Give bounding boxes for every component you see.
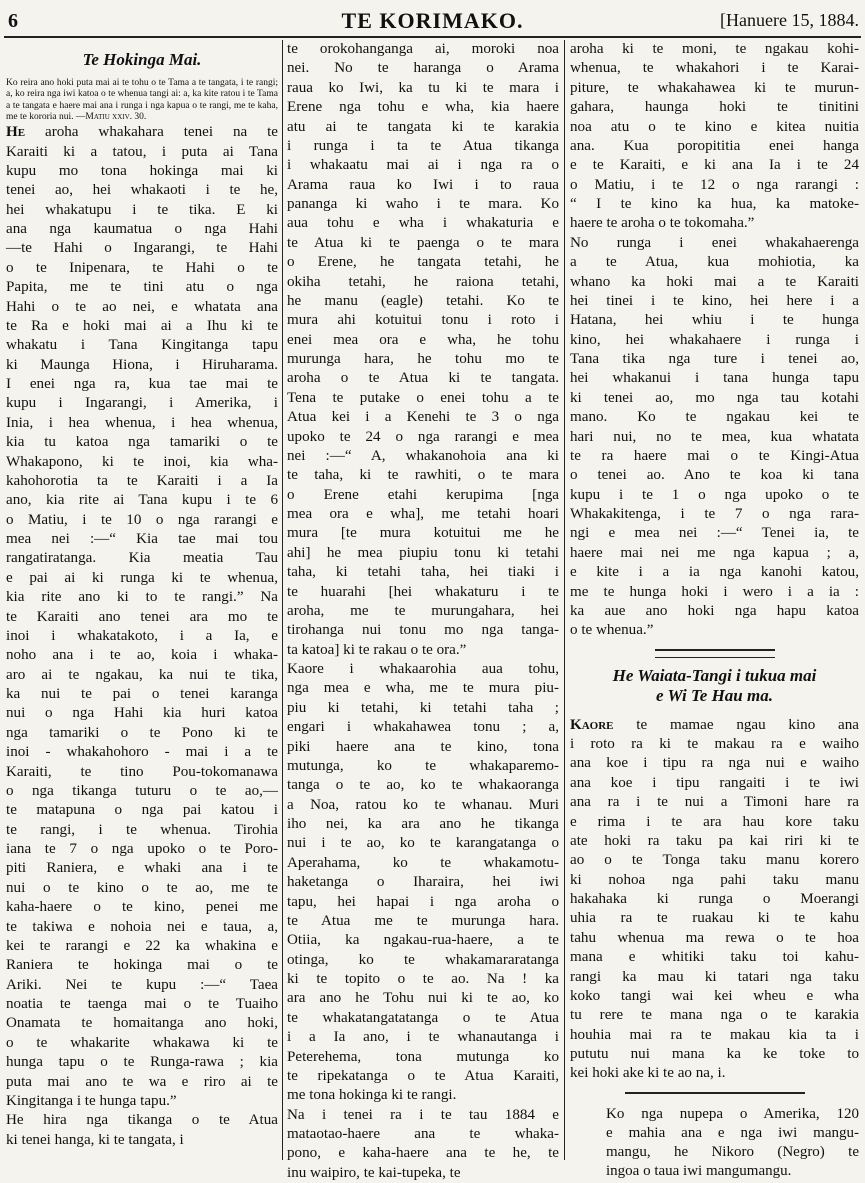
- first-line-text: aroha whakahara tenei na te: [25, 124, 278, 141]
- text-line: ara ano he Tohu nui ki te ao, ko: [287, 990, 559, 1007]
- text-line: Peterehema, tona mutunga ko: [287, 1048, 559, 1065]
- scripture-motto: [6, 78, 278, 123]
- text-line: noa atu o te kino e kitea nuitia: [570, 118, 859, 135]
- text-line: i a Ia ano, i te whanautanga i: [287, 1029, 559, 1046]
- text-line: mea nei :—“ Kia tae mai tou: [6, 531, 278, 548]
- text-line: Aperahama, ko te whakamotu-: [287, 854, 559, 871]
- text-line: nui o nga Hahi kia huri katoa: [6, 705, 278, 722]
- text-line: noho ana i te ao, koia i whaka-: [6, 647, 278, 664]
- text-line: i roto ra ki te makau ra e waiho: [570, 736, 859, 752]
- text-line: te matapuna o nga pai katou i: [6, 802, 278, 819]
- text-line: inoi - whakahohoro - mai i a te: [6, 744, 278, 761]
- text-line: kia tu katoa nga tamariki o te: [6, 434, 278, 451]
- text-line: te Karaiti ano tenei ara mo te: [6, 608, 278, 625]
- text-line: —te Hahi o Ingarangi, te Hahi: [6, 240, 278, 257]
- text-line: kaha-haere o te kino, penei me: [6, 899, 278, 916]
- article-body-end: [570, 40, 859, 641]
- text-line: Otiia, ka ngakau-rua-haere, a te: [287, 932, 559, 949]
- column-1: [6, 40, 278, 1150]
- text-line: whenua, te whakahori i te Karai-: [570, 60, 859, 77]
- text-line: ka aue ano hoki nga hapu katoa: [570, 602, 859, 619]
- text-line: mataotao-haere ana te whaka-: [287, 1126, 559, 1142]
- text-line: a Noa, ratou ko te whanau. Muri: [287, 796, 559, 813]
- text-line: mea ora e wha], me tetahi hoari: [287, 506, 559, 522]
- text-line: Tana tika nga ture i tenei ao,: [570, 351, 859, 367]
- text-line: te Atua ki te paenga o te mara: [287, 234, 559, 251]
- text-line: haere te aroha o te tokomaha.”: [570, 215, 755, 232]
- text-line: piture, te whakahawea ki te murun-: [570, 79, 859, 96]
- text-line: ano, kia rite ai Tana kupu i te 6: [6, 492, 278, 509]
- text-line: kupu i te 1 o nga upoko o te: [570, 486, 859, 503]
- text-line: e te Karaiti, e ki ana Ia i te 24: [570, 157, 859, 174]
- text-line: okiha tetahi, he raiona tetahi,: [287, 273, 559, 290]
- text-line: He hira nga tikanga o te Atua: [6, 1112, 278, 1129]
- text-line: aro ai te ngakau, ka nui te tika,: [6, 666, 278, 683]
- text-line: i whakaatu mai ai i nga ra o: [287, 157, 559, 174]
- section-separator: [655, 649, 775, 658]
- poem-dropcap: Kaore: [570, 716, 614, 733]
- text-line: Ko nga nupepa o Amerika, 120: [606, 1105, 859, 1122]
- text-line: Hatana, hei whiu i te hunga: [570, 312, 859, 329]
- text-line: nei :—“ A, whakanohoia ana ki: [287, 447, 559, 464]
- text-line: engari i whakahawea tonu ; a,: [287, 719, 559, 736]
- text-line: ana. Kua poropititia enei hanga: [570, 137, 859, 154]
- text-line: piu ki tetahi, ki tetahi taha ;: [287, 699, 559, 716]
- text-line: ana ra i te nui a Timoni hare ra: [570, 794, 859, 811]
- text-line: Ariki. Nei te kupu :—“ Taea: [6, 976, 278, 993]
- poem-heading-line-1: He Waiata-Tangi i tukua mai: [612, 665, 817, 685]
- text-line: haere mai nei me nga kapua ; a,: [570, 544, 859, 561]
- text-line: nei. No te haranga o Arama: [287, 60, 559, 77]
- text-line: ate hoki ra taku pa kai riri ki te: [570, 832, 859, 849]
- text-line: o Matiu, i te 10 o nga rarangi e: [6, 511, 278, 528]
- text-line: te rangi, i te whenua. Tirohia: [6, 821, 278, 838]
- text-line: ingoa o taua iwi mangumangu.: [606, 1162, 792, 1179]
- text-line: houhia mai ra te makau kia ta i: [570, 1026, 859, 1043]
- poem-heading: [570, 666, 859, 706]
- text-line: “ I te kino ka hua, ka matoke-: [570, 196, 859, 212]
- text-line: pututu nui mana ka ke toke to: [570, 1046, 859, 1062]
- text-line: te ripekatanga o te Atua Karaiti,: [287, 1067, 559, 1084]
- text-line: te takiwa e nohoia nei e taua, a,: [6, 918, 278, 935]
- text-line: kino, hei whakahaere i runga i: [570, 331, 859, 348]
- masthead: [0, 0, 865, 38]
- text-line: o nga tikanga tuturu o te ao,—: [6, 782, 278, 799]
- text-line: Arama raua ko Iwi i to raua: [287, 176, 559, 193]
- text-line: Inia, i hea whenua, i hea whenua,: [6, 414, 278, 431]
- text-line: tahu whenua ma rewa o te hoa: [570, 929, 859, 946]
- text-line: a te Atua, kua mohiotia, ka: [570, 254, 859, 271]
- text-line: Kaore i whakaarohia aua tohu,: [287, 661, 559, 677]
- text-line: hunga tapu o te Runga-rawa ; kia: [6, 1054, 278, 1071]
- page-number: 6: [8, 10, 18, 32]
- text-line: me tona hokinga ki te rangi.: [287, 1087, 457, 1104]
- text-line: whakatu i Tana Kingitanga tapu: [6, 337, 278, 354]
- motto-source: —Matiu xxiv. 30.: [75, 111, 147, 122]
- text-line: Tena te putake o enei tohu a te: [287, 389, 559, 406]
- poem-line: [570, 716, 859, 735]
- text-line: ao o te Tonga taku manu korero: [570, 852, 859, 869]
- text-line: ki tenei hanga, ki te tangata, i: [6, 1131, 184, 1148]
- poem-first-line: te mamae ngau kino ana: [613, 716, 859, 733]
- text-line: tu rere te mana nga o te karakia: [570, 1007, 859, 1024]
- text-line: tapu, hei hapai i nga aroha o: [287, 893, 559, 910]
- text-line: e kite i a ia nga kanohi katou,: [570, 564, 859, 581]
- text-line: ki nohoa nga pahi taku manu: [570, 871, 859, 888]
- text-line: mangu, he Nikoro (Negro) te: [606, 1143, 859, 1160]
- issue-date: [Hanuere 15, 1884.: [720, 10, 859, 30]
- text-line: enei mea ora e wha, he tohu: [287, 331, 559, 348]
- text-line: ki tenei ao, mo nga tau kotahi: [570, 389, 859, 406]
- text-line: Na i tenei ra i te tau 1884 e: [287, 1106, 559, 1123]
- column-rule-2: [564, 40, 565, 1160]
- text-line: nga tamariki o te Pono ki te: [6, 724, 278, 741]
- text-line: ka nui te pai o tenei karanga: [6, 686, 278, 703]
- column-2: [287, 40, 559, 1183]
- text-line: hari nui, no te mea, kua whatata: [570, 428, 859, 445]
- text-line: pananga ki waho i te mara. Ko: [287, 196, 559, 212]
- text-line: upoko te 24 o nga rarangi e mea: [287, 428, 559, 445]
- text-line: te whakatangatatanga o te Atua: [287, 1009, 559, 1026]
- article-body-continued: [287, 40, 559, 1183]
- text-line: piki haere ana te kino, tona: [287, 738, 559, 755]
- text-line: inu waipiro, te kai-tupeka, te: [287, 1164, 461, 1181]
- poem-body: [570, 716, 859, 1084]
- column-3: [570, 40, 859, 1181]
- text-line: o te Inipenara, te Hahi o te: [6, 259, 278, 276]
- text-line: whano ka hoki mai a te Karaiti: [570, 273, 859, 290]
- text-line: otinga, ko te whakamararatanga: [287, 951, 559, 968]
- newspaper-title: TE KORIMAKO.: [341, 8, 524, 33]
- text-line: atu ai te tangata ki te karakia: [287, 118, 559, 135]
- notice-separator: [625, 1092, 805, 1097]
- text-line: ana koe i tipu rangaiti i te iwi: [570, 774, 859, 791]
- text-line: aroha, me te murungahara, hei: [287, 602, 559, 619]
- text-line: aua tohu e wha i whakaturia e: [287, 215, 559, 232]
- text-line: noatia te taenga mai o te Tuaiho: [6, 996, 278, 1013]
- text-line: o tenei ao. Ano te koa ki tana: [570, 467, 859, 484]
- text-line: hei whakatupu i te tika. E ki: [6, 201, 278, 218]
- text-line: rangi ka mau ki tatari nga taku: [570, 968, 859, 985]
- text-line: he manu (eagle) tetahi. Ko te: [287, 292, 559, 309]
- text-line: rangatiratanga. Kia meatia Tau: [6, 550, 278, 567]
- text-line: Whakakitenga, i te 7 o nga rara-: [570, 506, 859, 522]
- text-line: kei te rarangi e 22 ka whakina e: [6, 937, 278, 954]
- text-line: nui i te ao, ko te karangatanga o: [287, 835, 559, 852]
- text-line: kupu i Ingarangi, i Amerika, i: [6, 395, 278, 412]
- text-line: e rima i te ara hau kore taku: [570, 813, 859, 830]
- text-line: Whakapono, ki te inoi, kia wha-: [6, 453, 278, 470]
- text-line: i runga i ta te Atua tikanga: [287, 137, 559, 154]
- text-line: mana e whitiki taku toi kahu-: [570, 949, 859, 966]
- text-line: ki te topito o te ao. Na ! ka: [287, 971, 559, 987]
- text-line: tanga o te ao, ko te whakaoranga: [287, 777, 559, 794]
- text-line: Hahi o te ao nei, e whatata ana: [6, 298, 278, 315]
- text-line: murunga hara, he tohu mo te: [287, 351, 559, 367]
- text-line: o Erene etahi kerupima [nga: [287, 486, 559, 503]
- text-line: te orokohanganga ai, moroki noa: [287, 41, 559, 57]
- text-line: hei whakanui i tana hunga tapu: [570, 370, 859, 387]
- notice-paragraph: [606, 1105, 859, 1181]
- text-line: inoi i whakatakoto, i a Ia, e: [6, 627, 278, 644]
- text-line: mano. Ko te ngakau kei te: [570, 409, 859, 426]
- text-line: uhia ra te ruakau ki te kahu: [570, 910, 859, 927]
- text-line: puta mai ano te wa e riro ai te: [6, 1073, 278, 1090]
- text-line: No runga i enei whakahaerenga: [570, 234, 859, 251]
- text-line: Papita, me te tini atu o nga: [6, 279, 278, 296]
- text-line: Karaiti ki a tatou, i puta ai Tana: [6, 143, 278, 160]
- motto-text: Ko reira ano hoki puta mai ai te tohu o te Tama a te tangata, i te rangi; a, ko reira nga iwi katoa o te whenua tangi ai: a, ka kite ratou i te Tama a te tangata e haere mai ana i runga i nga kapua o te rangi, me te kaha, me te kororia nui.: [6, 78, 278, 122]
- text-line: Raniera te hokinga mai o te: [6, 957, 278, 974]
- text-line: o Erene, he tangata tetahi, he: [287, 254, 559, 271]
- text-line: me te hunga hoki i wero i a ia :: [570, 583, 859, 600]
- text-line: mura [te mura kotuitui me he: [287, 525, 559, 542]
- column-rule-1: [282, 40, 283, 1160]
- masthead-rule: [4, 36, 861, 38]
- text-line: taha, ki tetahi taha, hei tiaki i: [287, 564, 559, 581]
- text-line: te Ra e hoki mai ai a Ihu ki te: [6, 317, 278, 334]
- text-line: iana te 7 o nga upoko o te Poro-: [6, 841, 278, 858]
- text-line: te huarahi [hei whakaturu i te: [287, 583, 559, 600]
- text-line: mura ahi kotuitui tonu i roto i: [287, 312, 559, 329]
- text-line: Atua kei i a Kenehi te 3 o nga: [287, 409, 559, 426]
- text-line: te taha, ki te rawhiti, o te mara: [287, 467, 559, 484]
- text-line: e pai ai ki runga ki te whenua,: [6, 569, 278, 586]
- text-line: ana koe i tipu ra nga nui e waiho: [570, 755, 859, 772]
- text-line: Kingitanga i te hunga tapu.”: [6, 1092, 177, 1109]
- text-line: o te whakarite whakawa ki te: [6, 1034, 278, 1051]
- text-line: te Atua me te murunga hara.: [287, 912, 559, 929]
- article-line: [6, 123, 278, 142]
- text-line: I enei nga ra, kua tae mai te: [6, 376, 278, 393]
- text-line: tenei ao, hei whakaoti i te he,: [6, 182, 278, 199]
- text-line: kahohorotia ta te Karaiti i a Ia: [6, 472, 278, 489]
- text-line: koko tangi wai kei wheu e wha: [570, 987, 859, 1004]
- text-line: ana nga kaumatua o nga Hahi: [6, 221, 278, 238]
- text-line: ki Maunga Hiona, i Hiruharama.: [6, 356, 278, 373]
- text-line: Erene nga tohu e wha, kia haere: [287, 99, 559, 116]
- article-body: [6, 123, 278, 1150]
- poem-heading-line-2: e Wi Te Hau ma.: [656, 685, 773, 705]
- text-line: iho nei, ka ara ano he tikanga: [287, 816, 559, 832]
- text-line: ngi e mea nei :—“ Tenei ia, te: [570, 525, 859, 542]
- text-line: raua ko Iwi, ka tu ki te mara i: [287, 79, 559, 96]
- text-line: o Matiu, i te 12 o nga rarangi :: [570, 176, 859, 193]
- dropcap: He: [6, 124, 26, 141]
- text-line: nui o te kino o te ao, me te: [6, 879, 278, 896]
- text-line: kia rite ano ki to te rangi.” Na: [6, 589, 278, 606]
- text-line: aroha ki te moni, te ngakau kohi-: [570, 41, 859, 57]
- text-line: ta katoa] ki te rakau o te ora.”: [287, 641, 467, 658]
- text-line: hei tinei i te kino, hei here i a: [570, 292, 859, 309]
- text-line: e mahia ana e nga iwi mangu-: [606, 1124, 859, 1141]
- text-line: te ra haere mai o te Kingi-Atua: [570, 447, 859, 464]
- text-line: haketanga o Iharaira, hei iwi: [287, 874, 559, 891]
- text-line: Onamata te homaitanga ano hoki,: [6, 1015, 278, 1032]
- text-line: aroha o te Atua ki te tangata.: [287, 370, 559, 387]
- text-line: ahi] he mea piupiu tonu ki tetahi: [287, 544, 559, 561]
- text-line: hakahaka ki runga o Moerangi: [570, 891, 859, 907]
- text-line: mutunga, ko te whakaparemo-: [287, 757, 559, 774]
- text-line: o te whenua.”: [570, 622, 654, 639]
- text-line: tirohanga nui tonu mo nga tanga-: [287, 622, 559, 639]
- text-line: Karaiti, te tino Pou-tokomanawa: [6, 763, 278, 780]
- article-heading: Te Hokinga Mai.: [82, 50, 202, 69]
- text-line: piti Raniera, e whaki ana i te: [6, 860, 278, 877]
- text-line: kupu mo tona hokinga mai ki: [6, 162, 278, 179]
- text-line: kei hoki ake ki te ao na, i.: [570, 1065, 726, 1082]
- text-line: gahara, haunga hoki te tinitini: [570, 99, 859, 116]
- text-line: pono, e kaha-haere ana te he, te: [287, 1145, 559, 1162]
- text-line: nga mea e wha, me te mura piu-: [287, 680, 559, 697]
